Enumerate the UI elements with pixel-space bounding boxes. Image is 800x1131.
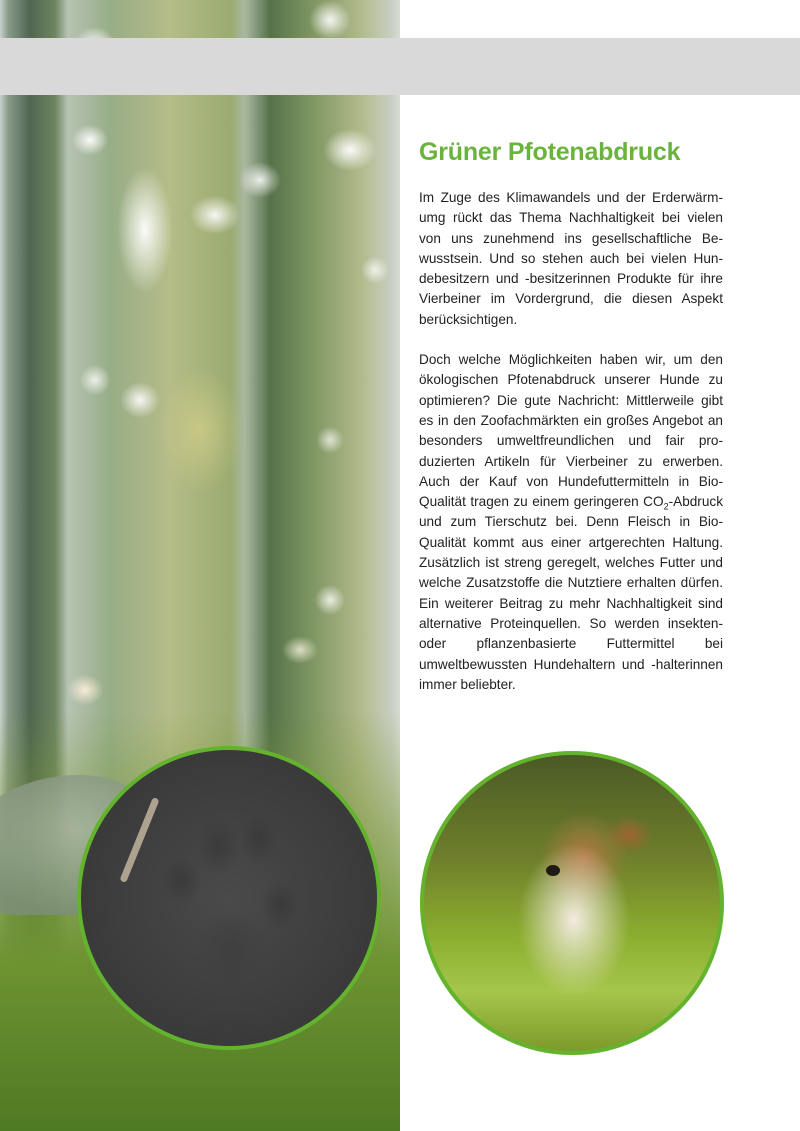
article [419, 136, 723, 715]
header-band [0, 38, 800, 95]
paragraph-2-part-1: Doch welche Möglichkeiten haben wir, um den ökologischen Pfotenabdruck unserer Hunde zu optimieren? Die gute Nachricht: Mittlerweile gibt es in den Zoofachmärkten ein großes Angebot an besonders umweltfreundlichen und fair produzierten Artikeln für Vierbeiner zu erwerben. Auch der Kauf von Hundefuttermitteln in Bio-Qualität tragen zu einem geringeren CO [419, 352, 723, 510]
paw-print-photo [77, 746, 381, 1050]
sheltie-dog-photo [420, 751, 724, 1055]
dog-nose-shape [546, 865, 560, 876]
article-paragraph-1: Im Zuge des Klimawandels und der Erderwärmumg rückt das Thema Nachhaltigkeit bei vielen von uns zunehmend ins gesellschaftliche Bewusstsein. Und so stehen auch bei vielen Hundebesitzern und -besitzerinnen Produkte für ihre Vierbeiner im Vordergrund, die diesen Aspekt berücksichtigen. [419, 190, 723, 327]
twig-shape [119, 797, 159, 883]
article-title: Grüner Pfotenabdruck [419, 138, 681, 166]
paragraph-2-part-2: -Abdruck und zum Tierschutz bei. Denn Fleisch in Bio-Qualität kommt aus einer artgerechten Haltung. Zusätzlich ist streng geregelt, welches Futter und welche Zusatzstoffe die Nutztiere erhalten dürfen. Ein weiterer Beitrag zu mehr Nachhaltigkeit sind alternative Proteinquellen. So werden insekten- oder pflanzenbasierte Futtermittel bei umweltbewussten Hundehaltern und -halterinnen immer beliebter. [419, 494, 723, 692]
article-paragraph-2 [419, 350, 723, 695]
co2-subscript: 2 [663, 501, 669, 512]
